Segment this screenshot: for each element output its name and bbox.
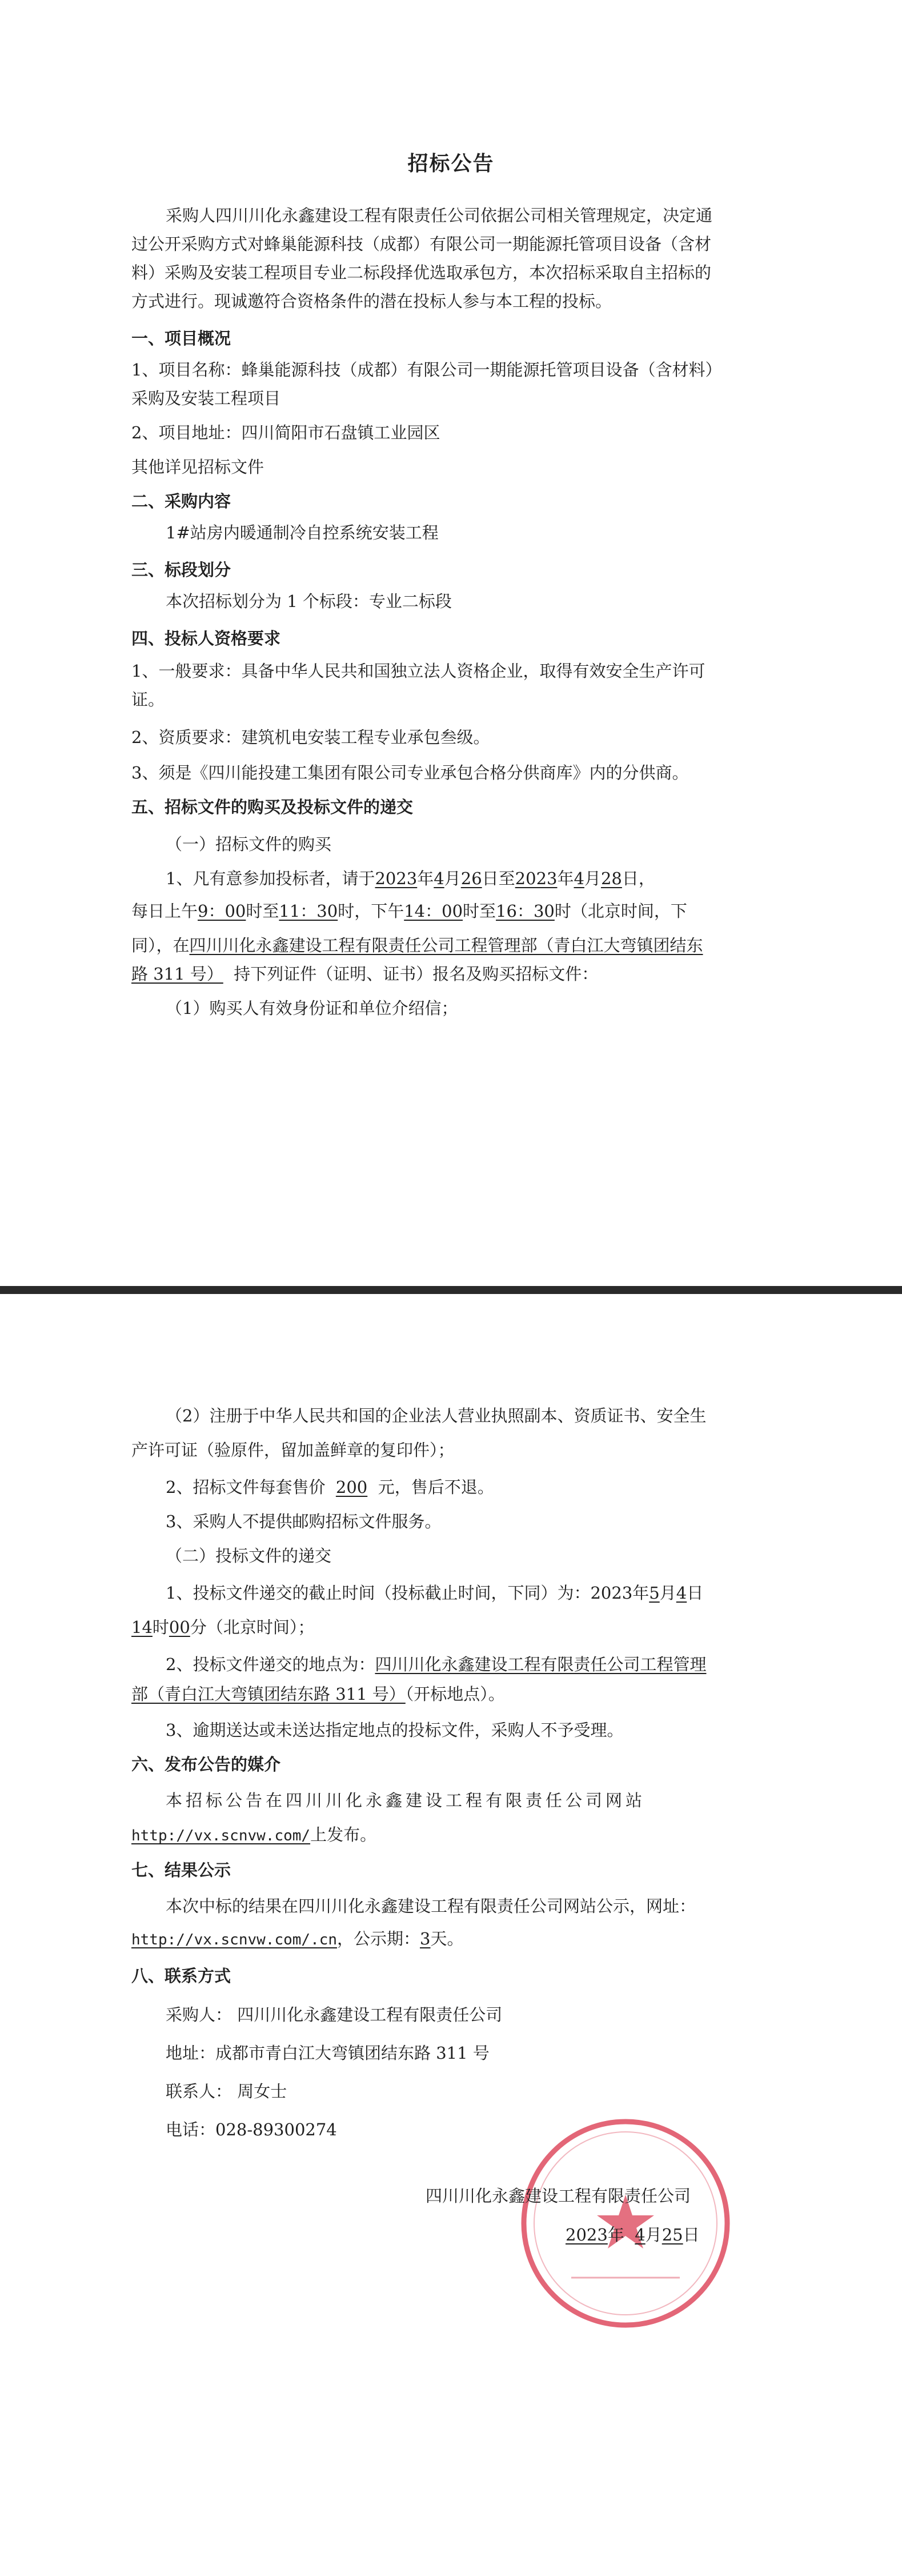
purchase-place-line [131, 933, 771, 958]
section-heading: 六、发布公告的媒介 [131, 1755, 281, 1774]
text: 日， [622, 869, 655, 888]
text: 月 [645, 2225, 662, 2244]
project-name-line: 采购及安装工程项目 [131, 389, 281, 408]
submission-place-line [131, 1682, 771, 1707]
text: 月 [584, 869, 601, 888]
requirement-line: 2、资质要求：建筑机电安装工程专业承包叁级。 [131, 728, 490, 747]
text: 时，下午 [338, 901, 404, 921]
mail-order-note: 3、采购人不提供邮购招标文件服务。 [166, 1512, 442, 1531]
date-value: 2023 [515, 869, 558, 888]
days-value: 3 [420, 1929, 431, 1948]
date-value: 5 [649, 1583, 660, 1603]
purchase-dates-line [166, 866, 805, 891]
text: 1、投标文件递交的截止时间（投标截止时间，下同）为： [166, 1583, 591, 1603]
document-page-2 [0, 1297, 902, 2576]
signature-date [566, 2222, 700, 2246]
website-link[interactable]: http://vx.scnvw.com/ [131, 1827, 311, 1844]
procurement-content: 1#站房内暖通制冷自控系统安装工程 [166, 523, 439, 542]
document-title: 招标公告 [407, 152, 495, 175]
text: 日 [687, 1583, 704, 1603]
text: 年 [632, 1583, 650, 1603]
text: 年 [607, 2225, 624, 2244]
text: 每日上午 [131, 901, 198, 921]
intro-line: 过公开采购方式对蜂巢能源科技（成都）有限公司一期能源托管项目设备（含材 [131, 234, 712, 254]
place-value: 部（青白江大弯镇团结东路 311 号） [131, 1684, 406, 1704]
time-value: 00 [169, 1618, 190, 1637]
section-heading: 一、项目概况 [131, 329, 231, 348]
time-value: 16：30 [496, 901, 555, 921]
section-heading: 二、采购内容 [131, 492, 231, 511]
text: 同），在 [131, 936, 190, 955]
section-heading: 八、联系方式 [131, 1966, 231, 1986]
late-submission-note: 3、逾期送达或未送达指定地点的投标文件，采购人不予受理。 [166, 1720, 624, 1740]
text: 月 [659, 1583, 676, 1603]
document-page-1 [0, 0, 902, 1286]
text: 日至 [482, 869, 515, 888]
text: 元，售后不退。 [378, 1477, 494, 1497]
place-value: 四川川化永鑫建设工程有限责任公司工程管理 [375, 1655, 707, 1674]
text: 1、凡有意参加投标者，请于 [166, 869, 375, 888]
section-heading: 三、标段划分 [131, 560, 231, 580]
text: 时 [152, 1618, 169, 1637]
media-line [131, 1822, 771, 1848]
date-value: 4 [434, 869, 444, 888]
date-value: 2023 [566, 2225, 608, 2244]
text: 分（北京时间）； [190, 1618, 315, 1637]
section-heading: 四、投标人资格要求 [131, 629, 281, 648]
website-link[interactable]: http://vx.scnvw.com/.cn [131, 1931, 338, 1948]
date-value: 26 [460, 869, 482, 888]
document-requirement: 产许可证（验原件，留加盖鲜章的复印件）； [131, 1440, 455, 1460]
subsection-heading: （一）招标文件的购买 [166, 834, 332, 854]
submission-place-line [166, 1652, 805, 1677]
deadline-line [131, 1615, 771, 1640]
section-heading: 七、结果公示 [131, 1860, 231, 1880]
requirement-line: 1、一般要求：具备中华人民共和国独立法人资格企业，取得有效安全生产许可 [131, 661, 705, 681]
purchase-hours-line [131, 898, 771, 924]
place-value: 路 311 号） [131, 964, 223, 984]
text: 持下列证件（证明、证书）报名及购买招标文件： [234, 964, 599, 984]
result-line: 本次中标的结果在四川川化永鑫建设工程有限责任公司网站公示，网址： [166, 1896, 696, 1916]
project-name-line: 1、项目名称：蜂巢能源科技（成都）有限公司一期能源托管项目设备（含材料） [131, 360, 722, 380]
date-value: 28 [600, 869, 622, 888]
other-details: 其他详见招标文件 [131, 457, 264, 477]
result-line [131, 1926, 771, 1952]
date-value: 2023 [590, 1583, 633, 1603]
document-requirement: （1）购买人有效身份证和单位介绍信； [166, 999, 458, 1018]
place-value: 四川川化永鑫建设工程有限责任公司工程管理部（青白江大弯镇团结东 [189, 936, 703, 955]
time-value: 14 [131, 1618, 153, 1637]
text: 年 [557, 869, 574, 888]
date-value: 2023 [375, 869, 418, 888]
contact-buyer: 采购人： 四川川化永鑫建设工程有限责任公司 [166, 2005, 503, 2024]
contact-person: 联系人： 周女士 [166, 2082, 287, 2101]
contact-address: 地址：成都市青白江大弯镇团结东路 311 号 [166, 2043, 490, 2063]
price-value: 200 [335, 1477, 368, 1497]
purchase-place-line [131, 961, 771, 987]
price-line [166, 1475, 805, 1500]
project-address: 2、项目地址：四川简阳市石盘镇工业园区 [131, 423, 440, 442]
text: 上发布。 [310, 1825, 377, 1844]
text: 天。 [430, 1929, 464, 1948]
text: 时至 [246, 901, 279, 921]
date-value: 4 [676, 1583, 687, 1603]
text: （开标地点）。 [405, 1684, 505, 1704]
deadline-line [166, 1580, 805, 1605]
text: ，公示期： [337, 1929, 420, 1948]
intro-line: 方式进行。现诚邀符合资格条件的潜在投标人参与本工程的投标。 [131, 291, 612, 311]
time-value: 11：30 [279, 901, 338, 921]
text: 年 [417, 869, 434, 888]
media-line: 本招标公告在四川川化永鑫建设工程有限责任公司网站 [166, 1791, 646, 1810]
text: 2、招标文件每套售价 [166, 1477, 326, 1497]
text: 时至 [463, 901, 496, 921]
contact-phone: 电话：028-89300274 [166, 2120, 337, 2139]
subsection-heading: （二）投标文件的递交 [166, 1546, 332, 1565]
text: 时（北京时间，下 [554, 901, 687, 921]
requirement-line: 3、须是《四川能投建工集团有限公司专业承包合格分供商库》内的分供商。 [131, 763, 689, 782]
lot-division: 本次招标划分为 1 个标段：专业二标段 [166, 592, 452, 611]
date-value: 4 [574, 869, 584, 888]
page-divider [0, 1286, 902, 1294]
time-value: 9：00 [198, 901, 246, 921]
intro-line: 采购人四川川化永鑫建设工程有限责任公司依据公司相关管理规定，决定通 [166, 206, 713, 225]
document-requirement: （2）注册于中华人民共和国的企业法人营业执照副本、资质证书、安全生 [166, 1406, 707, 1425]
text: 月 [444, 869, 461, 888]
text: 2、投标文件递交的地点为： [166, 1655, 375, 1674]
requirement-line: 证。 [131, 690, 165, 709]
date-value: 25 [662, 2225, 683, 2244]
intro-line: 料）采购及安装工程项目专业二标段择优选取承包方，本次招标采取自主招标的 [131, 263, 712, 282]
text: 日 [683, 2225, 700, 2244]
signature-company: 四川川化永鑫建设工程有限责任公司 [426, 2186, 691, 2206]
date-value: 4 [635, 2225, 646, 2244]
section-heading: 五、招标文件的购买及投标文件的递交 [131, 797, 414, 817]
time-value: 14：00 [404, 901, 463, 921]
